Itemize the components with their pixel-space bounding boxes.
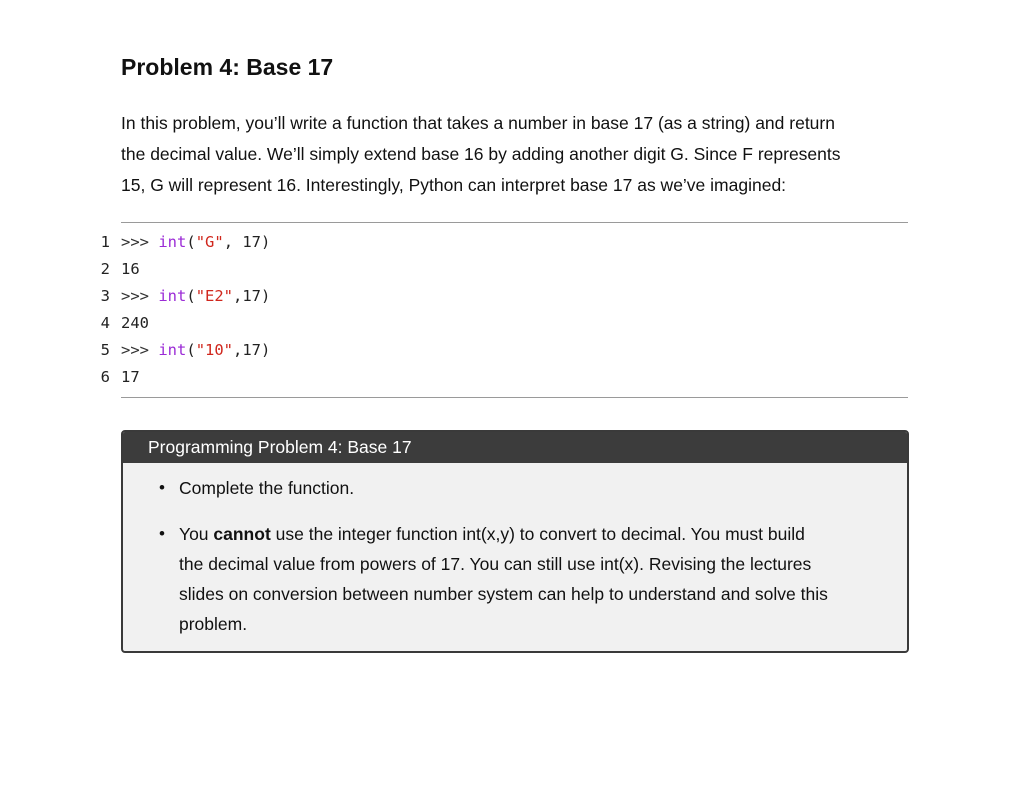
list-item (159, 519, 889, 639)
bullet-line: slides on conversion between number system can help to understand and solve this (179, 584, 828, 604)
code-output: 240 (121, 314, 149, 332)
bullet-line: the decimal value from powers of 17. You can still use int(x). Revising the lectures (179, 554, 812, 574)
arguments-rest: , 17) (223, 233, 271, 251)
intro-line: In this problem, you’ll write a function that takes a number in base 17 (as a string) and return (121, 113, 835, 133)
line-number: 6 (100, 368, 110, 386)
string-literal: "E2" (195, 287, 234, 305)
string-literal: "G" (195, 233, 224, 251)
intro-line: the decimal value. We’ll simply extend base 16 by adding another digit G. Since F represents (121, 144, 841, 164)
bullet-text: Complete the function. (179, 478, 355, 498)
code-output: 16 (121, 260, 140, 278)
code-output: 17 (121, 368, 140, 386)
bullet-line (179, 519, 889, 549)
python-prompt: >>> (121, 287, 149, 305)
arguments-rest: ,17) (233, 287, 271, 305)
list-item (159, 473, 889, 503)
bullet-icon: • (159, 524, 165, 543)
problem-title: Problem 4: Base 17 (121, 54, 334, 80)
function-name: int (158, 287, 187, 305)
code-line (81, 364, 881, 391)
open-paren: ( (186, 341, 196, 359)
bullet-line: problem. (179, 614, 248, 634)
box-header (123, 432, 907, 463)
intro-paragraph (121, 108, 921, 201)
code-line (81, 310, 881, 337)
box-title: Programming Problem 4: Base 17 (148, 437, 412, 457)
code-line (81, 256, 881, 283)
python-prompt: >>> (121, 341, 149, 359)
bullet-icon: • (159, 478, 165, 497)
bullet-prefix: You (179, 524, 214, 544)
line-number: 1 (100, 233, 110, 251)
string-literal: "10" (195, 341, 234, 359)
code-line (81, 229, 881, 256)
arguments-rest: ,17) (233, 341, 271, 359)
python-prompt: >>> (121, 233, 149, 251)
line-number: 4 (100, 314, 110, 332)
line-number: 2 (100, 260, 110, 278)
open-paren: ( (186, 287, 196, 305)
intro-line: 15, G will represent 16. Interestingly, Python can interpret base 17 as we’ve imagined: (121, 175, 787, 195)
bullet-line-rest: use the integer function int(x,y) to convert to decimal. You must build (270, 524, 805, 544)
function-name: int (158, 233, 187, 251)
programming-problem-box (121, 430, 909, 653)
code-line (81, 337, 881, 364)
line-number: 3 (100, 287, 110, 305)
code-listing (100, 222, 908, 398)
function-name: int (158, 341, 187, 359)
bullet-text (179, 519, 889, 639)
code-line (81, 283, 881, 310)
open-paren: ( (186, 233, 196, 251)
line-number: 5 (100, 341, 110, 359)
emphasis-cannot: cannot (213, 524, 271, 544)
